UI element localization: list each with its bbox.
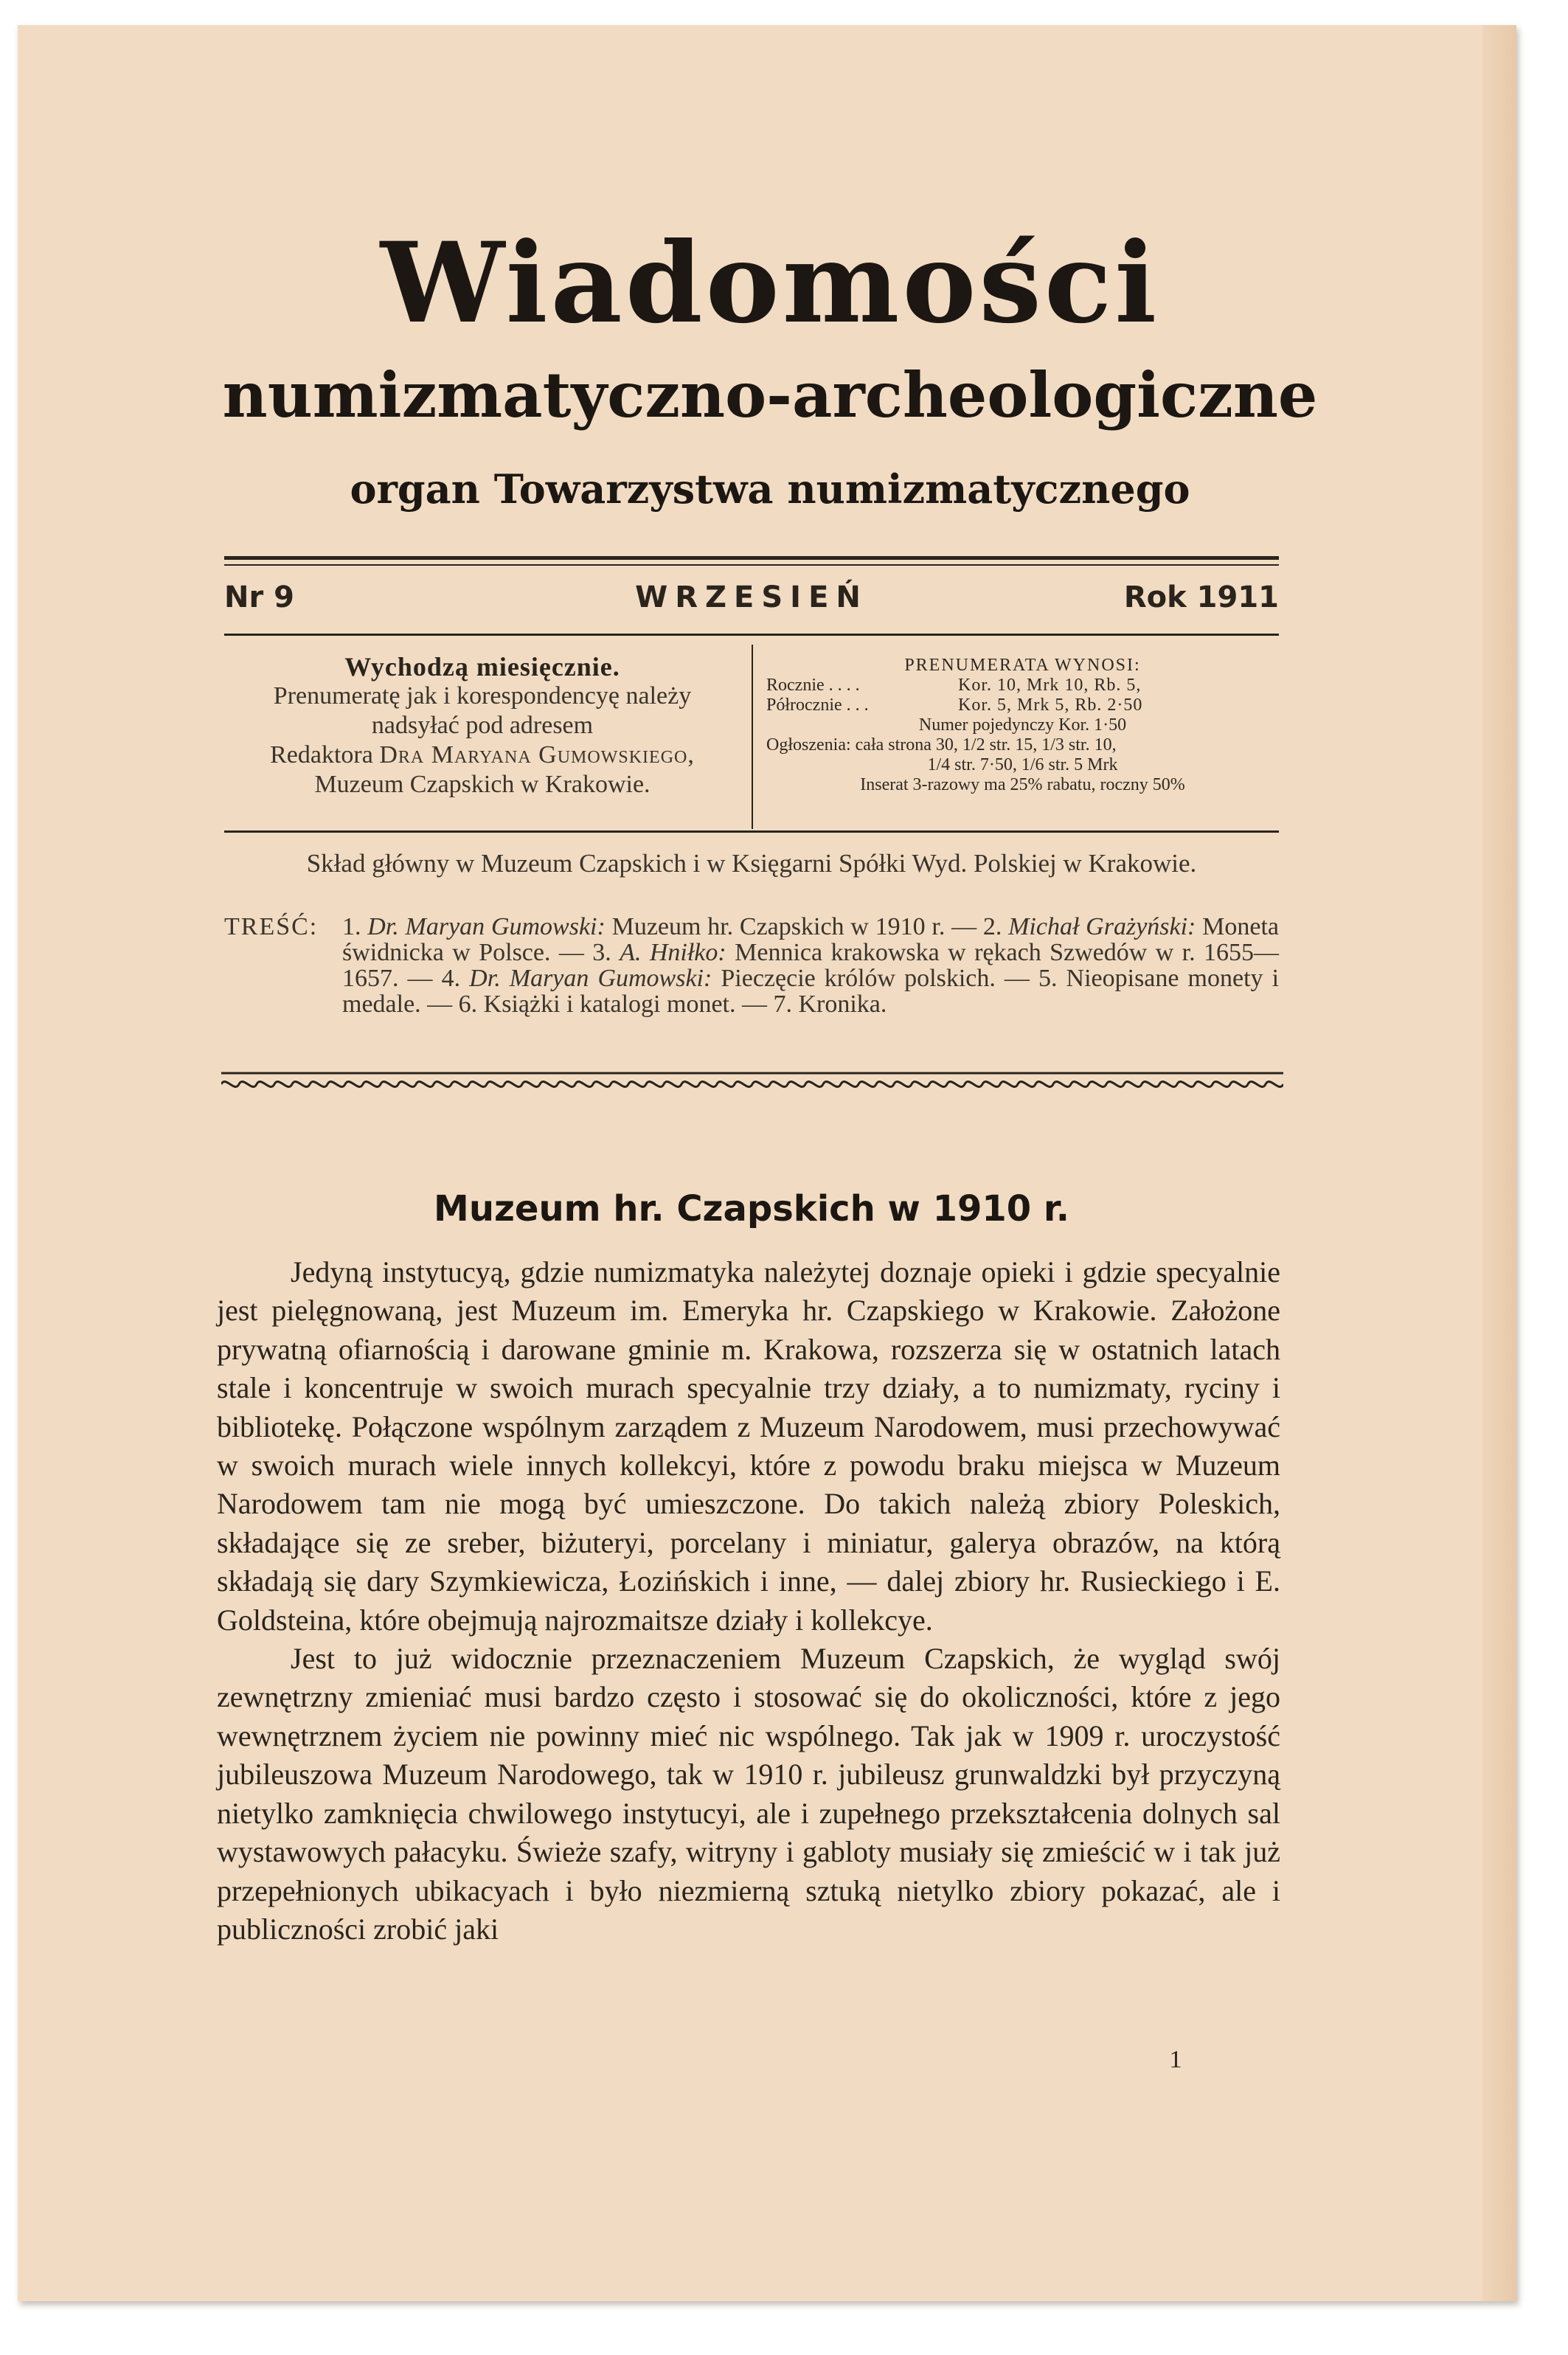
subscription-info [766,656,1279,795]
publication-frequency: Wychodzą miesięcznie. [344,652,620,681]
contents-text: Moneta świdnicka w Polsce. — 3. [342,913,1279,966]
issue-row [224,575,1279,626]
contents-author: Michał Grażyński: [1008,913,1196,940]
ad-prices-cont: 1/4 str. 7·50, 1/6 str. 5 Mrk [927,755,1118,774]
journal-subtitle: numizmatyczno-archeologiczne [222,358,1318,431]
subscription-row [766,676,1279,696]
contents-label: TREŚĆ: [224,913,319,940]
publisher-line: Prenumeratę jak i korespondencyę należy [273,682,692,710]
table-of-contents [224,914,1279,1017]
contents-author: Dr. Maryan Gumowski: [469,965,712,992]
double-rule-top [224,556,1279,560]
contents-body [342,914,1279,1017]
issue-number: Nr 9 [224,580,294,614]
rule-under-issue [224,634,1279,636]
publisher-line [224,741,740,770]
issue-month: WRZESIEŃ [635,580,868,614]
article-body [217,1253,1280,1949]
contents-text: 1. [342,913,368,940]
subscription-row [766,696,1279,715]
contents-text: Mennica krakowska w rękach Szwedów w r. 1655—1657. — 4. [342,939,1279,992]
subscription-label: Rocznie . . . . [766,676,860,695]
article-paragraph: Jest to już widocznie przeznaczeniem Muzeum Czapskich, że wygląd swój zewnętrzny zmieniać musi bardzo często i stosować się do okoliczności, które z jego wewnętrznem życiem nie powinny mieć nic wspólnego. Tak jak w 1909 r. uroczystość jubileuszowa Muzeum Narodowego, tak w 1910 r. jubileusz grunwaldzki był przyczyną nietylko zamknięcia chwilowego instytucyi, ale i zupełnego przekształcenia dolnych sal wystawowych pałacyku. Świeże szafy, witryny i gabloty musiały się zmieścić w i tak już przepełnionych ubikacyach i było niezmierną sztuką nietylko zbiory pokazać, ale i publiczności zrobić jaki [217,1642,1280,1946]
insert-discount: Inserat 3-razowy ma 25% rabatu, roczny 50% [860,775,1185,794]
subscription-heading: PRENUMERATA WYNOSI: [904,656,1141,675]
journal-title: Wiadomości [380,218,1160,348]
issue-year: Rok 1911 [1123,580,1279,614]
publisher-line: Muzeum Czapskich w Krakowie. [314,771,651,798]
subscription-label: Półrocznie . . . [766,696,869,715]
contents-author: A. Hniłko: [620,939,726,966]
page-sheet [18,25,1516,2301]
editor-prefix: Redaktora [270,741,380,769]
contents-author: Dr. Maryan Gumowski: [367,913,606,940]
article-paragraph: Jedyną instytucyą, gdzie numizmatyka należytej doznaje opieki i gdzie specyalnie jest pielęgnowaną, jest Muzeum im. Emeryka hr. Czapskiego w Krakowie. Założone prywatną ofiarnością i darowane gminie m. Krakowa, rozszerza się w ostatnich latach stale i koncentruje w swoich murach specyalnie trzy działy, a to numizmaty, ryciny i bibliotekę. Połączone wspólnym zarządem z Muzeum Narodowem, musi przechowywać w swoich murach wiele innych kollekcyi, które z powodu braku miejsca w Muzeum Narodowem tam nie mogą być umieszczone. Do takich należą zbiory Poleskich, składające się ze sreber, biżuteryi, porcelany i miniatur, galerya obrazów, na którą składają się dary Szymkiewicza, Łozińskich i inne, — dalej zbiory hr. Rusieckiego i E. Goldsteina, które obejmują najrozmaitsze działy i kollekcye. [217,1255,1280,1637]
subscription-value: Kor. 10, Mrk 10, Rb. 5, [958,676,1142,695]
double-rule-top-thin [224,564,1279,566]
publisher-info [224,652,740,800]
distribution-line: Skład główny w Muzeum Czapskich i w Księgarni Spółki Wyd. Polskiej w Krakowie. [306,849,1197,878]
article-title: Muzeum hr. Czapskich w 1910 r. [434,1188,1069,1229]
journal-organ-line: organ Towarzystwa numizmatycznego [350,465,1190,513]
rule-under-info [224,830,1279,833]
contents-text: Pieczęcie królów polskich. — 5. Nieopisane monety i medale. — 6. Książki i katalogi monet. — 7. Kronika. [342,965,1280,1018]
page-number: 1 [1169,2046,1182,2073]
subscription-value: Kor. 5, Mrk 5, Rb. 2·50 [958,696,1143,715]
decorative-wave-divider [221,1071,1283,1096]
ad-prices: Ogłoszenia: cała strona 30, 1/2 str. 15, 1/3 str. 10, [766,735,1117,755]
publisher-line: nadsyłać pod adresem [371,712,594,739]
column-divider [752,645,753,829]
editor-name: Dra Maryana Gumowskiego, [379,741,695,769]
contents-text: Muzeum hr. Czapskich w 1910 r. — 2. [605,913,1009,940]
single-issue-price: Numer pojedynczy Kor. 1·50 [918,715,1127,735]
